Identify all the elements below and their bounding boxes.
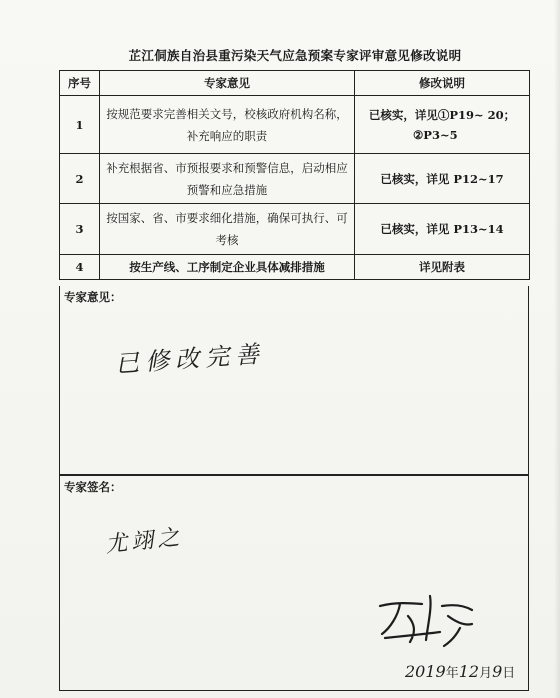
row-explanation: 已核实，详见①P19~ 20； ②P3~5 bbox=[355, 96, 530, 154]
expert-signature-box bbox=[59, 475, 529, 691]
signature-scrawl bbox=[360, 576, 510, 656]
row-number: 4 bbox=[60, 255, 100, 280]
row-number: 1 bbox=[60, 96, 100, 154]
table-row bbox=[60, 96, 530, 154]
row-explanation: 已核实，详见 P13~14 bbox=[355, 204, 530, 255]
review-table bbox=[59, 70, 530, 280]
header-serial-number: 序号 bbox=[60, 71, 100, 96]
expert-opinion-box bbox=[59, 286, 529, 475]
table-header-row bbox=[60, 71, 530, 96]
signature-date: 2019年12月9日 bbox=[405, 662, 516, 681]
row-opinion: 按规范要求完善相关文号，校核政府机构名称，补充响应的职责 bbox=[100, 96, 355, 154]
handwritten-name: 尤翊之 bbox=[104, 524, 185, 558]
document-title: 芷江侗族自治县重污染天气应急预案专家评审意见修改说明 bbox=[128, 48, 462, 63]
expert-opinion-label: 专家意见： bbox=[64, 290, 122, 304]
row-number: 2 bbox=[60, 154, 100, 204]
scan-edge-shadow bbox=[554, 0, 560, 698]
expert-signature-label: 专家签名： bbox=[64, 480, 122, 494]
row-opinion: 补充根据省、市预报要求和预警信息，启动相应预警和应急措施 bbox=[100, 154, 355, 204]
table-row bbox=[60, 255, 530, 280]
row-opinion: 按国家、省、市要求细化措施，确保可执行、可考核 bbox=[100, 204, 355, 255]
table-row bbox=[60, 204, 530, 255]
header-modification-note: 修改说明 bbox=[355, 71, 530, 96]
header-expert-opinion: 专家意见 bbox=[100, 71, 355, 96]
row-explanation: 详见附表 bbox=[355, 255, 530, 280]
table-row bbox=[60, 154, 530, 204]
row-explanation: 已核实，详见 P12~17 bbox=[355, 154, 530, 204]
row-opinion: 按生产线、工序制定企业具体减排措施 bbox=[100, 255, 355, 280]
handwritten-opinion: 已修改完善 bbox=[114, 339, 266, 379]
row-number: 3 bbox=[60, 204, 100, 255]
